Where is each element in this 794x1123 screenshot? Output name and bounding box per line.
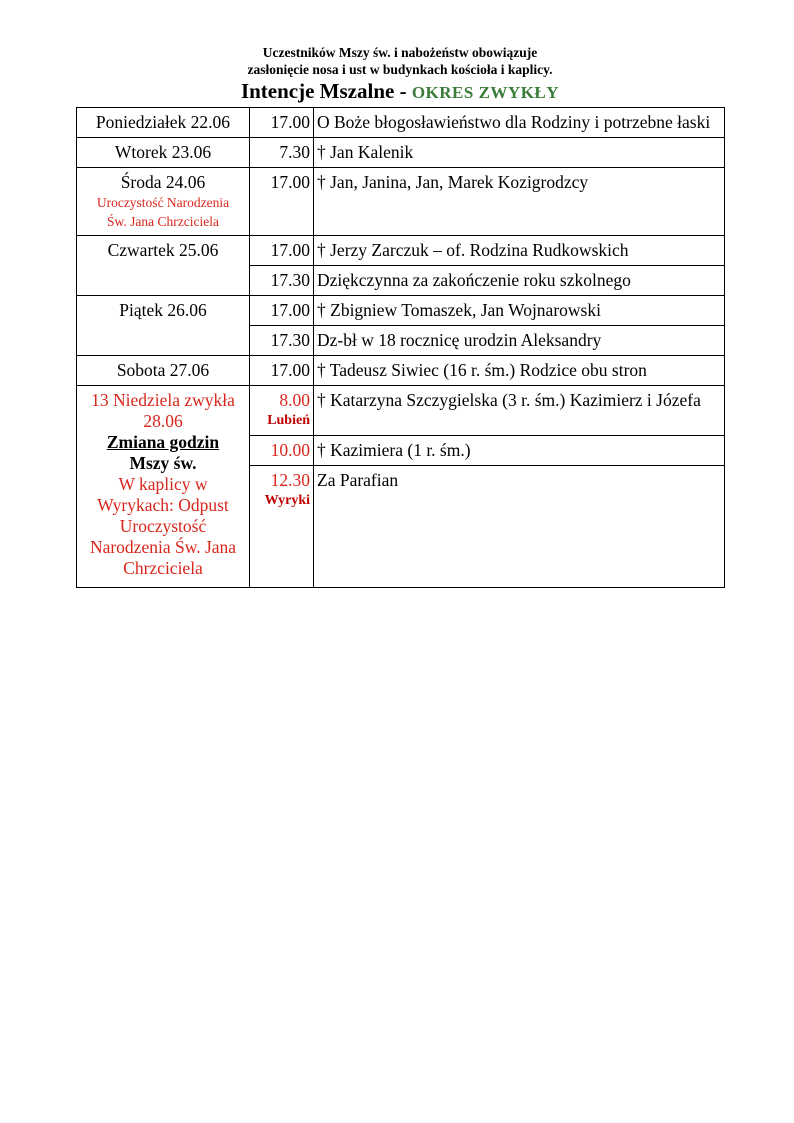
mass-place: Wyryki (264, 493, 310, 508)
sunday-date: 28.06 (143, 411, 183, 431)
day-cell: Wtorek 23.06 (77, 138, 250, 168)
day-cell (77, 386, 250, 588)
feast-note-line-2: Św. Jana Chrzciciela (107, 214, 219, 229)
time-cell (250, 466, 314, 588)
table-row (77, 168, 725, 236)
time-cell: 17.30 (250, 266, 314, 296)
table-row (77, 138, 725, 168)
day-cell (77, 168, 250, 236)
time-cell: 7.30 (250, 138, 314, 168)
mass-place: Lubień (267, 413, 310, 428)
table-row (77, 236, 725, 266)
day-cell: Sobota 27.06 (77, 356, 250, 386)
time-cell: 17.00 (250, 356, 314, 386)
time-cell: 17.00 (250, 296, 314, 326)
title-subtitle: OKRES ZWYKŁY (411, 83, 560, 102)
chapel-note-line-4: Narodzenia Św. Jana (89, 537, 237, 557)
time-cell: 17.30 (250, 326, 314, 356)
title-text: Intencje Mszalne - (240, 79, 412, 103)
mass-time: 8.00 (279, 390, 310, 410)
page-title (76, 78, 724, 106)
table-row (77, 356, 725, 386)
intention-cell: † Jan Kalenik (314, 138, 725, 168)
notice-line-2: zasłonięcie nosa i ust w budynkach kościoła i kaplicy. (247, 62, 553, 77)
time-cell: 10.00 (250, 436, 314, 466)
chapel-note-line-5: Chrzciciela (123, 558, 203, 578)
feast-note-line-1: Uroczystość Narodzenia (96, 195, 230, 210)
intention-cell: Dziękczynna za zakończenie roku szkolnego (314, 266, 725, 296)
day-cell: Piątek 26.06 (77, 296, 250, 356)
page-header (76, 44, 724, 106)
mass-intentions-table (76, 107, 725, 588)
intention-cell: Za Parafian (314, 466, 725, 588)
intention-cell: † Zbigniew Tomaszek, Jan Wojnarowski (314, 296, 725, 326)
intention-cell: † Katarzyna Szczygielska (3 r. śm.) Kazimierz i Józefa (314, 386, 725, 436)
mass-time: 12.30 (270, 470, 310, 490)
time-cell: 17.00 (250, 108, 314, 138)
intention-cell: † Tadeusz Siwiec (16 r. śm.) Rodzice obu stron (314, 356, 725, 386)
sunday-label: 13 Niedziela zwykła (91, 390, 235, 410)
day-cell: Poniedziałek 22.06 (77, 108, 250, 138)
schedule-change-notice-2: Mszy św. (129, 453, 197, 473)
table-row (77, 296, 725, 326)
notice-line-1: Uczestników Mszy św. i nabożeństw obowiązuje (262, 45, 538, 60)
table-row (77, 386, 725, 436)
schedule-change-notice: Zmiana godzin (106, 432, 220, 452)
chapel-note-line-3: Uroczystość (119, 516, 207, 536)
intention-cell: O Boże błogosławieństwo dla Rodziny i potrzebne łaski (314, 108, 725, 138)
intention-cell: † Jan, Janina, Jan, Marek Kozigrodzcy (314, 168, 725, 236)
table-row (77, 108, 725, 138)
intention-cell: † Jerzy Zarczuk – of. Rodzina Rudkowskich (314, 236, 725, 266)
time-cell (250, 386, 314, 436)
day-label: Środa 24.06 (120, 172, 206, 192)
time-cell: 17.00 (250, 168, 314, 236)
day-cell: Czwartek 25.06 (77, 236, 250, 296)
time-cell: 17.00 (250, 236, 314, 266)
chapel-note-line-1: W kaplicy w (118, 474, 208, 494)
chapel-note-line-2: Wyrykach: Odpust (97, 495, 229, 515)
intention-cell: Dz-bł w 18 rocznicę urodzin Aleksandry (314, 326, 725, 356)
intention-cell: † Kazimiera (1 r. śm.) (314, 436, 725, 466)
